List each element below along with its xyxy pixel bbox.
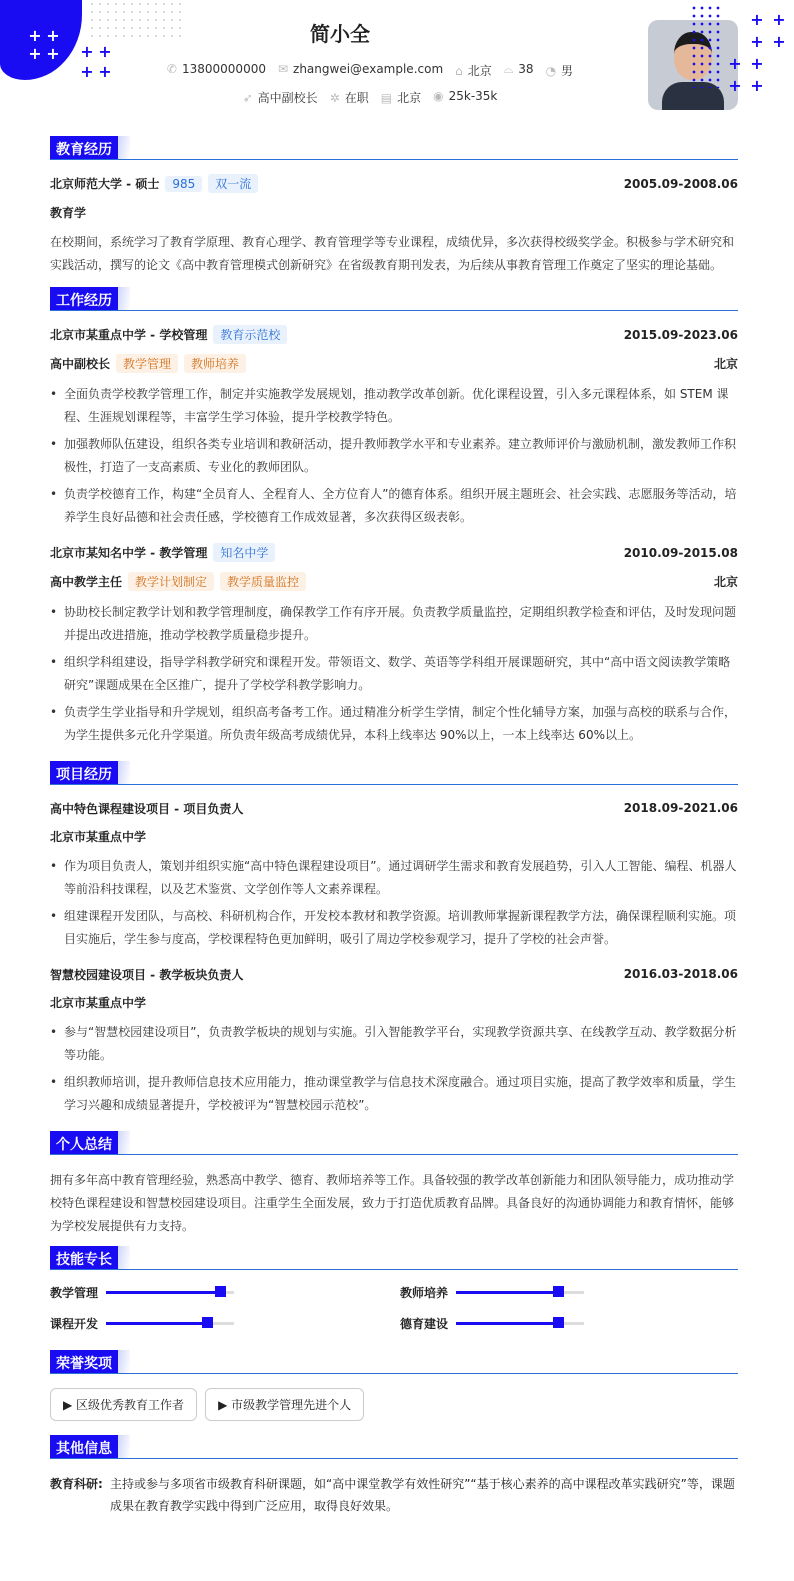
plus-decor: + bbox=[750, 54, 764, 73]
resume-body bbox=[50, 136, 738, 1517]
list-item: • 参与“智慧校园建设项目”，负责教学板块的规划与实施。引入智能教学平台，实现教学资源共享、在线教学互动、教学数据分析等功能。 bbox=[50, 1021, 738, 1067]
section-other bbox=[50, 1435, 738, 1459]
tag: 教育示范校 bbox=[213, 325, 287, 344]
date: 2015.09-2023.06 bbox=[623, 327, 738, 342]
salary: 25k-35k bbox=[448, 89, 498, 103]
status: 在职 bbox=[344, 91, 369, 105]
list-item: • 组建课程开发团队，与高校、科研机构合作，开发校本教材和教学资源。培训教师掌握新课程教学方法，确保课程顺利实施。项目实施后，学生参与度高，学校课程特色更加鲜明，吸引了周边学校参观学习，提升了学校的社会声誉。 bbox=[50, 905, 738, 951]
date: 2018.09-2021.06 bbox=[623, 801, 738, 815]
plus-decor: + bbox=[46, 26, 60, 45]
skill-name: 教学管理 bbox=[50, 1286, 99, 1300]
dots-decor bbox=[690, 4, 724, 88]
tag: 知名中学 bbox=[213, 543, 275, 562]
plus-decor: + bbox=[28, 26, 42, 45]
other-value: 主持或参与多项省市级教育科研课题，如“高中课堂教学有效性研究”“基于核心素养的高中课程改革实践研究”等，课题成果在教育教学实践中得到广泛应用，取得良好效果。 bbox=[110, 1477, 735, 1513]
section-title: 技能专长 bbox=[50, 1246, 118, 1269]
award-item bbox=[205, 1388, 364, 1421]
building-icon: ▤ bbox=[380, 91, 393, 105]
plus-decor: + bbox=[750, 76, 764, 95]
section-summary bbox=[50, 1131, 738, 1155]
role: 高中副校长 bbox=[50, 357, 111, 371]
section-work bbox=[50, 287, 738, 311]
skill-name: 教师培养 bbox=[400, 1286, 449, 1300]
skill-item bbox=[50, 1284, 400, 1301]
date: 2005.09-2008.06 bbox=[623, 176, 738, 191]
mail-icon: ✉ bbox=[277, 62, 289, 76]
major: 教育学 bbox=[50, 205, 87, 220]
plus-decor: + bbox=[98, 42, 112, 61]
plus-decor: + bbox=[750, 32, 764, 51]
city: 北京 bbox=[713, 357, 738, 371]
section-title: 工作经历 bbox=[50, 287, 118, 310]
summary-text: 拥有多年高中教育管理经验，熟悉高中教学、德育、教师培养等工作。具备较强的教学改革创新能力和团队领导能力，成功推动学校特色课程建设和智慧校园建设项目。注重学生全面发展，致力于打造优质教育品牌。具备良好的沟通协调能力和教育情怀，能够为学校发展提供有力支持。 bbox=[50, 1173, 735, 1233]
list-item: • 作为项目负责人，策划并组织实施“高中特色课程建设项目”。通过调研学生需求和教育发展趋势，引入人工智能、编程、机器人等前沿科技课程，以及艺术鉴赏、文学创作等人文素养课程。 bbox=[50, 855, 738, 901]
skill-item bbox=[50, 1315, 400, 1332]
organization: 北京市某重点中学 - 学校管理 bbox=[50, 328, 208, 342]
list-item: • 加强教师队伍建设，组织各类专业培训和教研活动，提升教师教学水平和专业素养。建立教师评价与激励机制，激发教师工作积极性，打造了一支高素质、专业化的教师团队。 bbox=[50, 433, 738, 479]
project-entry bbox=[50, 799, 738, 951]
education-header bbox=[50, 174, 738, 193]
job-info-row bbox=[100, 89, 640, 106]
plus-decor: + bbox=[80, 42, 94, 61]
organization: 北京市某知名中学 - 教学管理 bbox=[50, 546, 208, 560]
list-item: • 组织学科组建设，指导学科教学研究和课程开发。带领语文、数学、英语等学科组开展课题研究，其中“高中语文阅读教学策略研究”课题成果在全区推广，提升了学校学科教学影响力。 bbox=[50, 651, 738, 697]
skill-knob bbox=[202, 1317, 213, 1328]
location: 北京 bbox=[467, 64, 492, 78]
age-icon: ⌓ bbox=[503, 62, 514, 76]
organization: 北京市某重点中学 bbox=[50, 829, 147, 844]
skill-bar bbox=[106, 1291, 234, 1294]
organization: 北京市某重点中学 bbox=[50, 995, 147, 1010]
salary-icon: ◉ bbox=[433, 89, 444, 103]
plus-decor: + bbox=[750, 10, 764, 29]
gender-icon: ◔ bbox=[545, 64, 557, 78]
skill-bar bbox=[106, 1322, 234, 1325]
skill-item bbox=[400, 1315, 738, 1332]
phone: 13800000000 bbox=[181, 62, 266, 76]
project-name: 高中特色课程建设项目 - 项目负责人 bbox=[50, 801, 244, 816]
home-icon: ⌂ bbox=[455, 64, 463, 78]
plus-decor: + bbox=[728, 54, 742, 73]
skill-knob bbox=[553, 1317, 564, 1328]
age: 38 bbox=[518, 62, 534, 76]
skill-item bbox=[400, 1284, 738, 1301]
play-icon: ▶ bbox=[63, 1398, 77, 1412]
award-name: 区级优秀教育工作者 bbox=[76, 1398, 185, 1412]
list-item: • 协助校长制定教学计划和教学管理制度，确保教学工作有序开展。负责教学质量监控，定期组织教学检查和评估，及时发现问题并提出改进措施，推动学校教学质量稳步提升。 bbox=[50, 601, 738, 647]
plus-decor: + bbox=[46, 44, 60, 63]
position: 高中副校长 bbox=[257, 91, 318, 105]
list-item: • 负责学校德育工作，构建“全员育人、全程育人、全方位育人”的德育体系。组织开展主题班会、社会实践、志愿服务等活动，培养学生良好品德和社会责任感，学校德育工作成效显著，多次获得区级表彰。 bbox=[50, 483, 738, 529]
skill-bar bbox=[456, 1322, 584, 1325]
plus-decor: + bbox=[98, 62, 112, 81]
section-title: 其他信息 bbox=[50, 1435, 118, 1458]
section-title: 教育经历 bbox=[50, 136, 118, 159]
play-icon: ▶ bbox=[218, 1398, 232, 1412]
plus-decor: + bbox=[80, 62, 94, 81]
plus-decor: + bbox=[772, 32, 786, 51]
role-tag: 教学质量监控 bbox=[220, 572, 306, 591]
skill-knob bbox=[215, 1286, 226, 1297]
date: 2016.03-2018.06 bbox=[623, 967, 738, 981]
section-projects bbox=[50, 761, 738, 785]
city: 北京 bbox=[397, 91, 422, 105]
project-name: 智慧校园建设项目 - 教学板块负责人 bbox=[50, 967, 244, 982]
date: 2010.09-2015.08 bbox=[623, 545, 738, 560]
candidate-name: 简小全 bbox=[310, 22, 370, 46]
section-awards bbox=[50, 1350, 738, 1374]
skill-knob bbox=[553, 1286, 564, 1297]
skill-name: 德育建设 bbox=[400, 1317, 449, 1331]
tag: 双一流 bbox=[208, 174, 258, 193]
work-entry bbox=[50, 543, 738, 747]
role-tag: 教学计划制定 bbox=[128, 572, 214, 591]
award-item bbox=[50, 1388, 197, 1421]
gender: 男 bbox=[561, 64, 574, 78]
status-icon: ✲ bbox=[329, 91, 340, 105]
list-item: • 组织教师培训，提升教师信息技术应用能力，推动课堂教学与信息技术深度融合。通过项目实施，提高了教学效率和质量，学生学习兴趣和成绩显著提升，学校被评为“智慧校园示范校”。 bbox=[50, 1071, 738, 1117]
section-education bbox=[50, 136, 738, 160]
role-tag: 教学管理 bbox=[116, 354, 178, 373]
list-item: • 负责学生学业指导和升学规划，组织高考备考工作。通过精准分析学生学情，制定个性化辅导方案，加强与高校的联系与合作，为学生提供多元化升学渠道。所负责年级高考成绩优异，本科上线率达 90%以上，一本上线率达 60%以上。 bbox=[50, 701, 738, 747]
tag: 985 bbox=[165, 176, 202, 192]
section-skills bbox=[50, 1246, 738, 1270]
role: 高中教学主任 bbox=[50, 575, 123, 589]
award-name: 市级教学管理先进个人 bbox=[231, 1398, 352, 1412]
phone-icon: ✆ bbox=[166, 62, 177, 76]
education-desc: 在校期间，系统学习了教育学原理、教育心理学、教育管理学等专业课程，成绩优异，多次获得校级奖学金。积极参与学术研究和实践活动，撰写的论文《高中教育管理模式创新研究》在省级教育期刊发表，为后续从事教育管理工作奠定了坚实的理论基础。 bbox=[50, 235, 735, 272]
role-tag: 教师培养 bbox=[184, 354, 246, 373]
plus-decor: + bbox=[772, 10, 786, 29]
work-entry bbox=[50, 325, 738, 529]
other-info bbox=[50, 1473, 738, 1517]
skill-bar bbox=[456, 1291, 584, 1294]
section-title: 项目经历 bbox=[50, 761, 118, 784]
section-title: 个人总结 bbox=[50, 1131, 118, 1154]
list-item: • 全面负责学校教学管理工作，制定并实施教学发展规划，推动教学改革创新。优化课程设置，引入多元课程体系，如 STEM 课程、生涯规划课程等，丰富学生学习体验，提升学校教学特色。 bbox=[50, 383, 738, 429]
contact-info-row bbox=[100, 62, 640, 79]
city: 北京 bbox=[713, 575, 738, 589]
project-entry bbox=[50, 965, 738, 1117]
plus-decor: + bbox=[728, 76, 742, 95]
send-icon: ➶ bbox=[242, 91, 253, 105]
plus-decor: + bbox=[28, 44, 42, 63]
email: zhangwei@example.com bbox=[293, 62, 444, 76]
other-key: 教育科研: bbox=[50, 1477, 103, 1491]
skill-name: 课程开发 bbox=[50, 1317, 99, 1331]
school: 北京师范大学 - 硕士 bbox=[50, 177, 160, 191]
section-title: 荣誉奖项 bbox=[50, 1350, 118, 1373]
